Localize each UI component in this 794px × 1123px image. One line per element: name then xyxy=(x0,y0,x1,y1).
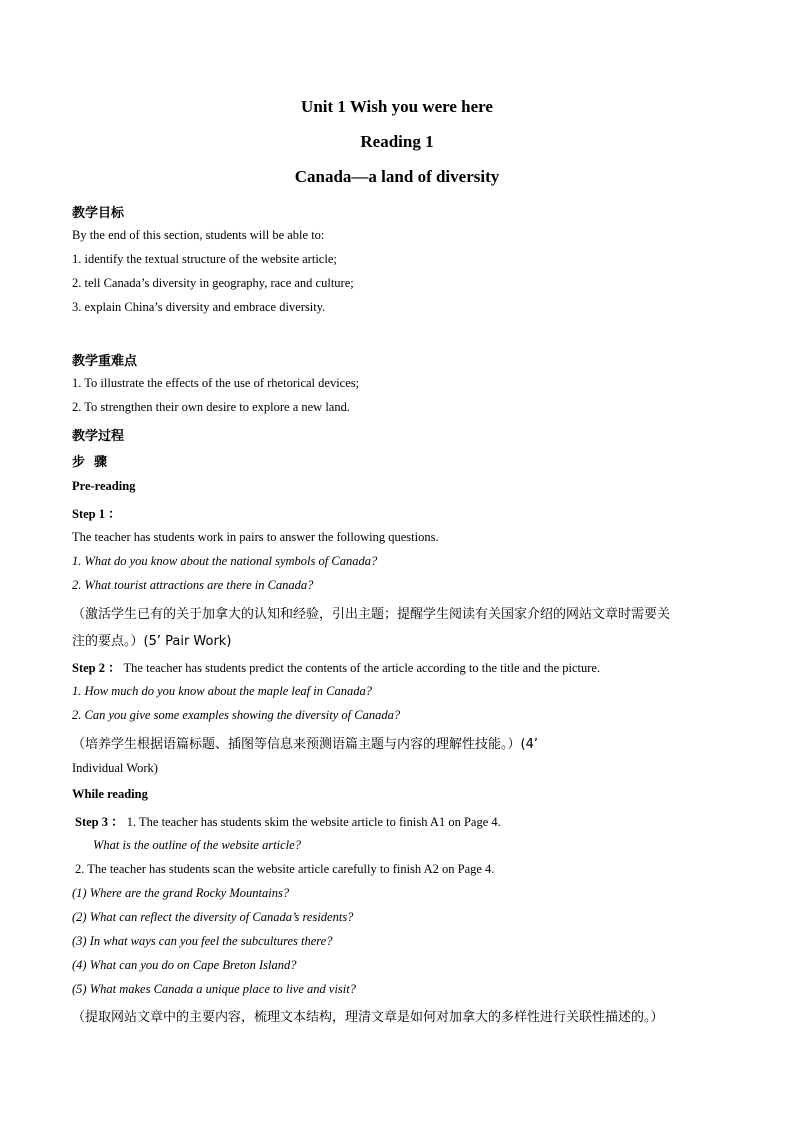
goals-heading: 教学目标 xyxy=(72,206,125,221)
step2-question: 2. Can you give some examples showing the diversity of Canada? xyxy=(72,708,401,722)
while-reading-heading: While reading xyxy=(72,787,148,801)
step2-label: Step 2 ： xyxy=(72,661,121,675)
step1-question: 1. What do you know about the national symbols of Canada? xyxy=(72,554,378,568)
lesson-title: Canada—a land of diversity xyxy=(294,167,500,186)
step3-note: （提取网站文章中的主要内容，梳理文本结构，理清文章是如何对加拿大的多样性进行关联性描述的。） xyxy=(72,1010,664,1025)
step3-instruction: 1. The teacher has students skim the website article to finish A1 on Page 4. xyxy=(126,815,501,829)
step3-question: (2) What can reflect the diversity of Canada’s residents? xyxy=(72,910,354,924)
step2-note: （培养学生根据语篇标题、插图等信息来预测语篇主题与内容的理解性技能。）(4’ xyxy=(72,737,538,752)
key-point-item: 2. To strengthen their own desire to explore a new land. xyxy=(72,400,350,414)
step2-instruction: The teacher has students predict the contents of the article according to the title and the picture. xyxy=(123,661,601,675)
goal-item: 2. tell Canada’s diversity in geography, race and culture; xyxy=(72,276,354,290)
pre-reading-heading: Pre-reading xyxy=(72,479,136,493)
step1-note-cont: 注的要点。）(5’ Pair Work) xyxy=(72,634,232,649)
reading-title: Reading 1 xyxy=(360,132,434,151)
step3-line xyxy=(75,812,501,830)
step1-question: 2. What tourist attractions are there in Canada? xyxy=(72,578,314,592)
goal-item: 3. explain China’s diversity and embrace diversity. xyxy=(72,300,326,314)
step3-question: (3) In what ways can you feel the subcultures there? xyxy=(72,934,333,948)
step2-question: 1. How much do you know about the maple leaf in Canada? xyxy=(72,684,372,698)
process-heading: 教学过程 xyxy=(72,429,125,444)
goal-item: 1. identify the textual structure of the website article; xyxy=(72,252,337,266)
step3-question: (1) Where are the grand Rocky Mountains? xyxy=(72,886,290,900)
step2-note-cont: Individual Work) xyxy=(72,761,158,775)
step3-outline-question: What is the outline of the website article? xyxy=(93,838,301,852)
step3-label: Step 3 ： xyxy=(75,815,124,829)
step1-note: （激活学生已有的关于加拿大的认知和经验，引出主题；提醒学生阅读有关国家介绍的网站文章时需要关 xyxy=(72,607,671,622)
unit-title: Unit 1 Wish you were here xyxy=(301,97,493,116)
step1-label: Step 1 ： xyxy=(72,507,121,521)
key-point-item: 1. To illustrate the effects of the use of rhetorical devices; xyxy=(72,376,360,390)
step3-question: (4) What can you do on Cape Breton Island? xyxy=(72,958,297,972)
step2-line xyxy=(72,658,600,676)
goals-intro: By the end of this section, students will be able to: xyxy=(72,228,325,242)
key-points-heading: 教学重难点 xyxy=(72,354,138,369)
steps-label: 步 骤 xyxy=(72,455,108,470)
step3-question: (5) What makes Canada a unique place to live and visit? xyxy=(72,982,356,996)
step1-instruction: The teacher has students work in pairs to answer the following questions. xyxy=(72,530,439,544)
step3-instruction2: 2. The teacher has students scan the website article carefully to finish A2 on Page 4. xyxy=(75,862,495,876)
